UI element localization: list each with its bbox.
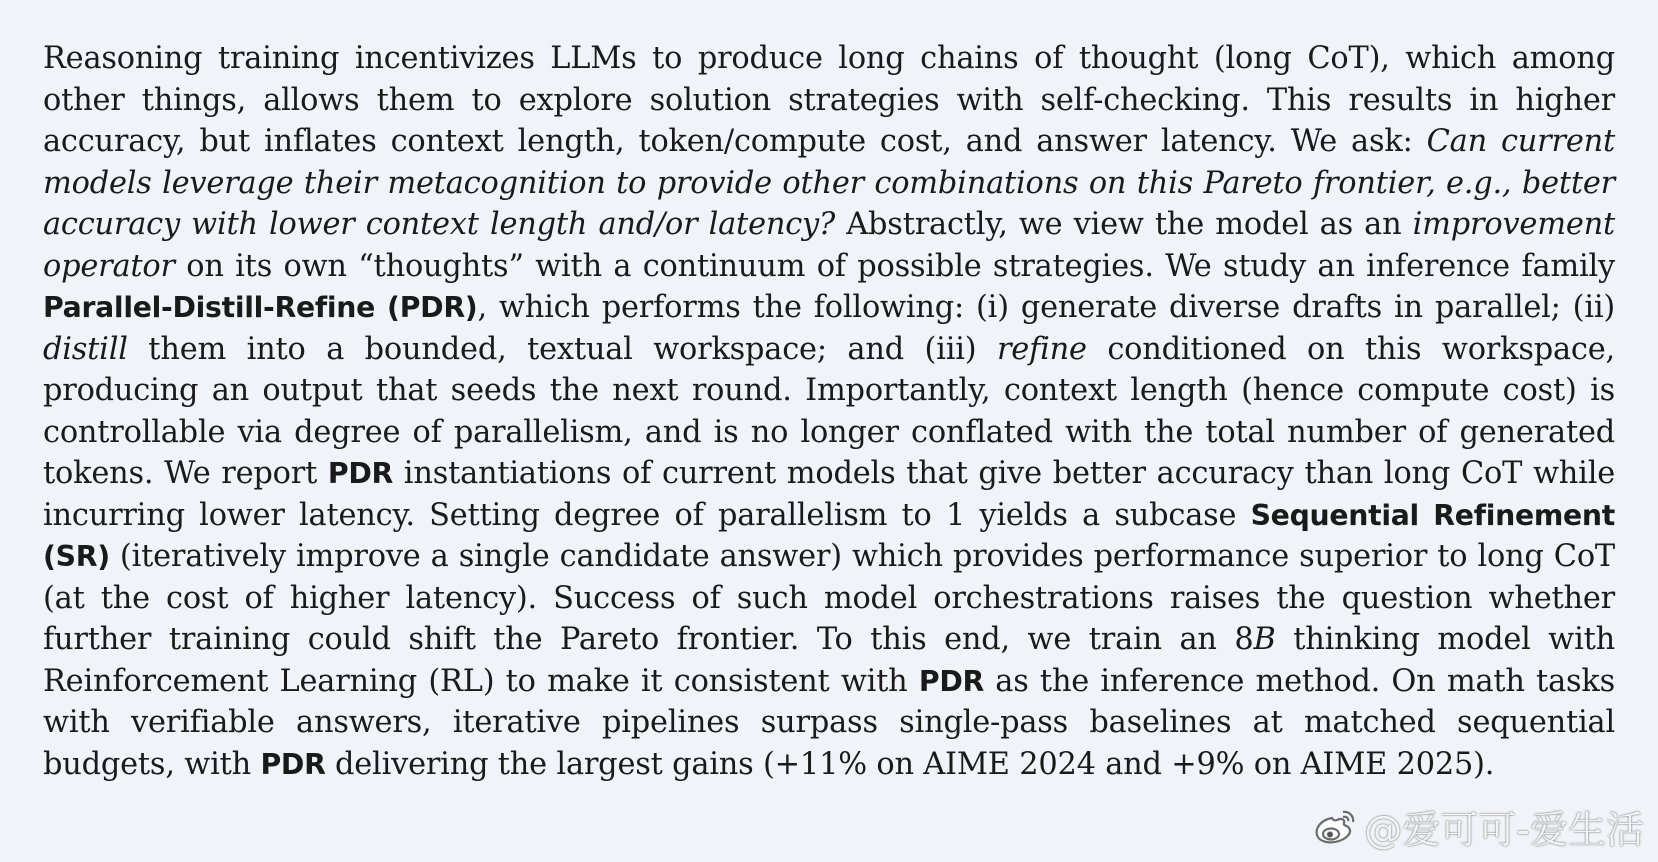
method-abbrev-pdr: PDR: [260, 747, 326, 781]
weibo-icon: [1312, 808, 1358, 846]
research-question: Can current models leverage their metacognition to provide other combinations on this Pareto frontier, e.g., better accuracy with lower context length and/or latency?: [43, 124, 1615, 242]
abstract-text: , which performs the following: (i) generate diverse drafts in parallel; (ii): [477, 290, 1616, 325]
method-abbrev-pdr: PDR: [327, 457, 394, 490]
abstract-text: on its own “thoughts” with a continuum of possible strategies. We study an inference family: [174, 248, 1615, 284]
math-symbol: B: [1253, 622, 1276, 657]
abstract-text: conditioned on this workspace, producing an output that seeds the next round. Importantly, context length (hence compute cost) is controllable via degree of parallelism, and is no longer conflated with the total number of generated tokens. We report: [43, 331, 1615, 491]
abstract-text: (iteratively improve a single candidate answer) which provides performance superior to long CoT (at the cost of higher latency). Success of such model orchestrations raises the question whether further training could shift the Pareto frontier. To this end, we train an 8: [43, 539, 1615, 657]
abstract-text: thinking model with Reinforcement Learning (RL) to make it consistent with: [43, 622, 1616, 699]
watermark: [1312, 799, 1644, 854]
abstract-text: them into a bounded, textual workspace; and (iii): [127, 331, 997, 367]
abstract-text: as the inference method. On math tasks with verifiable answers, iterative pipelines surpass single-pass baselines at matched sequential budgets, with: [43, 663, 1615, 782]
abstract-text: Reasoning training incentivizes LLMs to produce long chains of thought (long CoT), which among other things, allows them to explore solution strategies with self-checking. This results in higher accuracy, but inflates context length, token/compute cost, and answer latency. We ask:: [43, 41, 1615, 159]
emphasis-term: distill: [43, 331, 128, 367]
method-name-sr: Sequential Refinement (SR): [43, 498, 1615, 573]
abstract-paragraph: [43, 38, 1615, 785]
watermark-text: @爱可可-爱生活: [1364, 808, 1644, 852]
abstract-text: instantiations of current models that give better accuracy than long CoT while incurring lower latency. Setting degree of parallelism to 1 yields a subcase: [43, 456, 1615, 533]
emphasis-term: refine: [996, 331, 1087, 367]
method-abbrev-pdr: PDR: [918, 664, 984, 698]
abstract-text: Abstractly, we view the model as an: [835, 207, 1413, 242]
emphasis-term: improvement operator: [43, 207, 1615, 284]
abstract-text: delivering the largest gains (+11% on AIME 2024 and +9% on AIME 2025).: [325, 746, 1495, 782]
method-name-pdr: Parallel-Distill-Refine (PDR): [43, 291, 478, 324]
